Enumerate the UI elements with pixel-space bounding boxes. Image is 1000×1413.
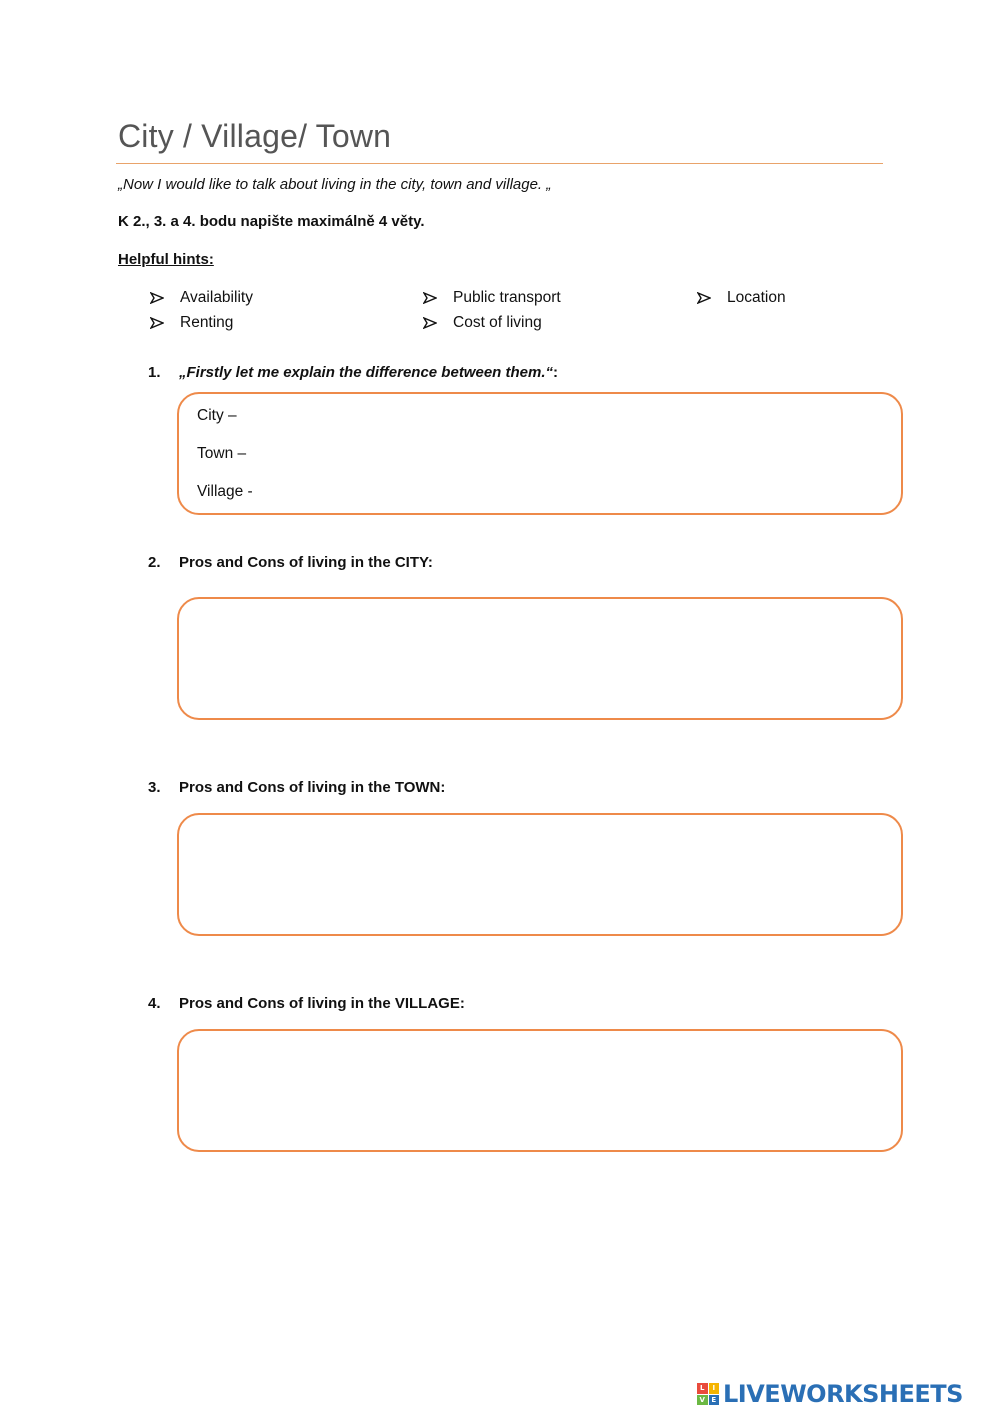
- logo-badge-letter: E: [709, 1395, 720, 1406]
- question-number: 1.: [148, 364, 161, 381]
- question-2: [148, 554, 433, 571]
- page-title: City / Village/ Town: [118, 118, 392, 154]
- box-line-village: Village -: [197, 483, 253, 500]
- box-line-city: City –: [197, 407, 237, 424]
- title-divider: [116, 163, 883, 164]
- hint-label: Cost of living: [453, 314, 542, 331]
- question-label: „Firstly let me explain the difference between them.“: [179, 364, 553, 381]
- logo-badge-letter: V: [697, 1395, 708, 1406]
- hint-label: Public transport: [453, 289, 561, 306]
- logo-text: LIVEWORKSHEETS: [723, 1380, 963, 1408]
- liveworksheets-logo-icon: [697, 1383, 719, 1405]
- arrow-bullet-icon: [150, 317, 164, 329]
- box-line-town: Town –: [197, 445, 247, 462]
- hint-item: [150, 314, 233, 332]
- hint-item: [423, 289, 561, 307]
- question-number: 2.: [148, 554, 161, 571]
- hint-item: [150, 289, 253, 307]
- hint-label: Renting: [180, 314, 234, 331]
- liveworksheets-logo[interactable]: [697, 1379, 963, 1409]
- logo-badge-letter: L: [697, 1383, 708, 1394]
- arrow-bullet-icon: [423, 292, 437, 304]
- hint-item: [697, 289, 786, 307]
- arrow-bullet-icon: [697, 292, 711, 304]
- intro-text: „Now I would like to talk about living in the city, town and village. „: [118, 176, 552, 193]
- arrow-bullet-icon: [423, 317, 437, 329]
- logo-badge-letter: I: [709, 1383, 720, 1394]
- question-1: [148, 364, 558, 381]
- answer-box-4[interactable]: [177, 1029, 903, 1152]
- hint-label: Location: [727, 289, 786, 306]
- question-number: 4.: [148, 995, 161, 1012]
- answer-box-2[interactable]: [177, 597, 903, 720]
- question-label: Pros and Cons of living in the TOWN:: [179, 779, 446, 796]
- question-4: [148, 995, 465, 1012]
- hint-label: Availability: [180, 289, 253, 306]
- hint-item: [423, 314, 542, 332]
- hints-heading: Helpful hints:: [118, 251, 214, 268]
- question-suffix: :: [553, 364, 558, 381]
- arrow-bullet-icon: [150, 292, 164, 304]
- question-label: Pros and Cons of living in the CITY:: [179, 554, 433, 571]
- question-label: Pros and Cons of living in the VILLAGE:: [179, 995, 465, 1012]
- answer-box-3[interactable]: [177, 813, 903, 936]
- answer-box-1[interactable]: [177, 392, 903, 515]
- question-number: 3.: [148, 779, 161, 796]
- instruction-text: K 2., 3. a 4. bodu napište maximálně 4 věty.: [118, 213, 425, 230]
- question-3: [148, 779, 445, 796]
